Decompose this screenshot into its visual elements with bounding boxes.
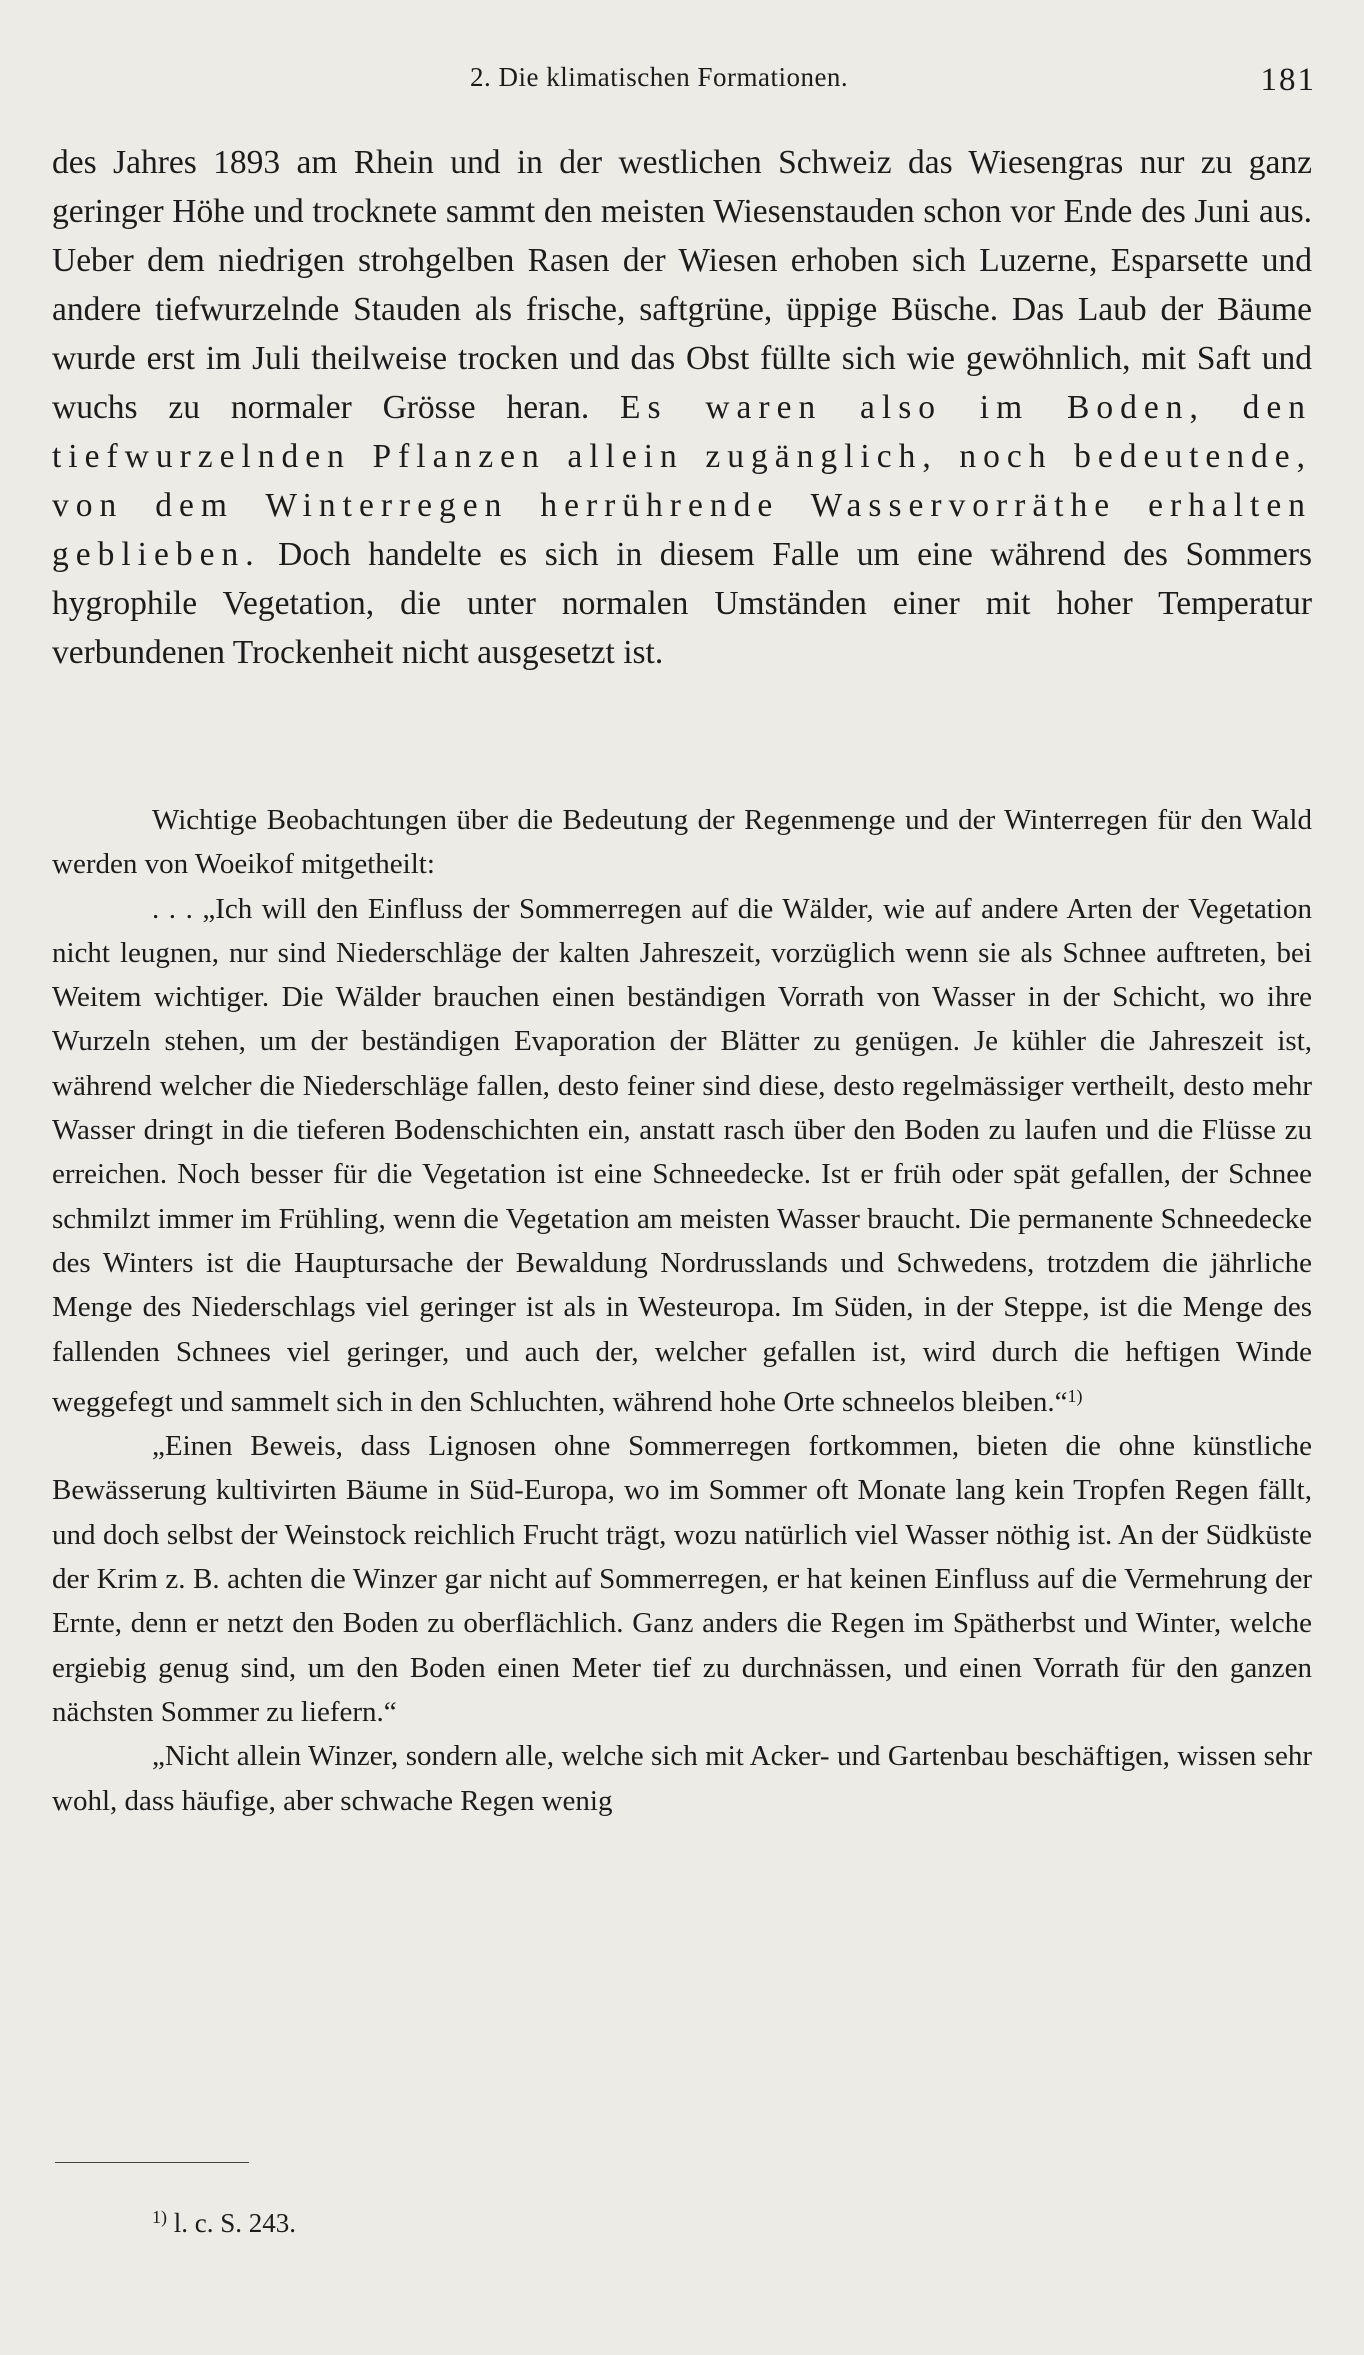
footnote-marker: 1) — [152, 2207, 167, 2227]
main-text — [52, 138, 1312, 677]
running-title: 2. Die klimatischen Formationen. — [470, 62, 849, 92]
footnote-divider — [55, 2162, 249, 2163]
running-head — [0, 62, 1364, 102]
body-paragraph — [52, 138, 1312, 677]
emphasized-spaced-text: Es waren also im Boden, den tiefwurzelnden Pflanzen allein zugänglich, noch bedeutende, von dem Winterregen herrührende Wasservorräthe erhalten geblieben. — [52, 389, 1313, 573]
page-number: 181 — [1260, 62, 1316, 98]
quotation-text: . . . „Ich will den Einfluss der Sommerregen auf die Wälder, wie auf andere Arten der Vegetation nicht leugnen, nur sind Niederschläge der kalten Jahreszeit, vorzüglich wenn sie als Schnee auftreten, bei Weitem wichtiger. Die Wälder brauchen einen beständigen Vorrath von Wasser in der Schicht, wo ihre Wurzeln stehen, um der beständigen Evaporation der Blätter zu genügen. Je kühler die Jahreszeit ist, während welcher die Niederschläge fallen, desto feiner sind diese, desto regelmässiger vertheilt, desto mehr Wasser dringt in die tieferen Bodenschichten ein, anstatt rasch über den Boden zu laufen und die Flüsse zu erreichen. Noch besser für die Vegetation ist eine Schneedecke. Ist er früh oder spät gefallen, der Schnee schmilzt immer im Frühling, wenn die Vegetation am meisten Wasser braucht. Die permanente Schneedecke des Winters ist die Hauptursache der Bewaldung Nordrusslands und Schwedens, trotzdem die jährliche Menge des Niederschlags viel geringer ist als in Westeuropa. Im Süden, in der Steppe, ist die Menge des fallenden Schnees viel geringer, und auch der, welcher gefallen ist, wird durch die heftigen Winde weggefegt und sammelt sich in den Schluchten, während hohe Orte schneelos bleiben.“ — [52, 892, 1312, 1418]
quotation-paragraph — [52, 887, 1312, 1425]
quotation-paragraph-2: „Einen Beweis, dass Lignosen ohne Sommerregen fortkommen, bieten die ohne künstliche Bewässerung kultivirten Bäume in Süd-Europa, wo im Sommer oft Monate lang kein Tropfen Regen fällt, und doch selbst der Weinstock reichlich Frucht trägt, wozu natürlich viel Wasser nöthig ist. An der Südküste der Krim z. B. achten die Winzer gar nicht auf Sommerregen, er hat keinen Einfluss auf die Vermehrung der Ernte, denn er netzt den Boden zu oberflächlich. Ganz anders die Regen im Spätherbst und Winter, welche ergiebig genug sind, um den Boden einen Meter tief zu durchnässen, und einen Vorrath für den ganzen nächsten Sommer zu liefern.“ — [52, 1430, 1312, 1728]
quotation-paragraph-3: „Nicht allein Winzer, sondern alle, welche sich mit Acker- und Gartenbau beschäftigen, wissen sehr wohl, dass häufige, aber schwache Regen wenig — [52, 1740, 1312, 1817]
quotation-intro: Wichtige Beobachtungen über die Bedeutung der Regenmenge und der Winterregen für den Wald werden von Woeikof mitgetheilt: — [52, 804, 1312, 881]
quotation-block — [52, 798, 1312, 1823]
body-paragraph-text: des Jahres 1893 am Rhein und in der westlichen Schweiz das Wiesengras nur zu ganz geringer Höhe und trocknete sammt den meisten Wiesenstauden schon vor Ende des Juni aus. Ueber dem niedrigen strohgelben Rasen der Wiesen erhoben sich Luzerne, Esparsette und andere tiefwurzelnde Stauden als frische, saftgrüne, üppige Büsche. Das Laub der Bäume wurde erst im Juli theilweise trocken und das Obst füllte sich wie gewöhnlich, mit Saft und wuchs zu normaler Grösse heran. — [52, 144, 1312, 426]
body-paragraph-text-continued: Doch handelte es sich in diesem Falle um eine während des Sommers hygrophile Vegetation, die unter normalen Umständen einer mit hoher Temperatur verbundenen Trockenheit nicht ausgesetzt ist. — [52, 536, 1313, 671]
footnote-text: l. c. S. 243. — [173, 2208, 297, 2238]
footnote-reference: 1) — [1067, 1385, 1083, 1406]
footnote — [152, 2200, 296, 2240]
